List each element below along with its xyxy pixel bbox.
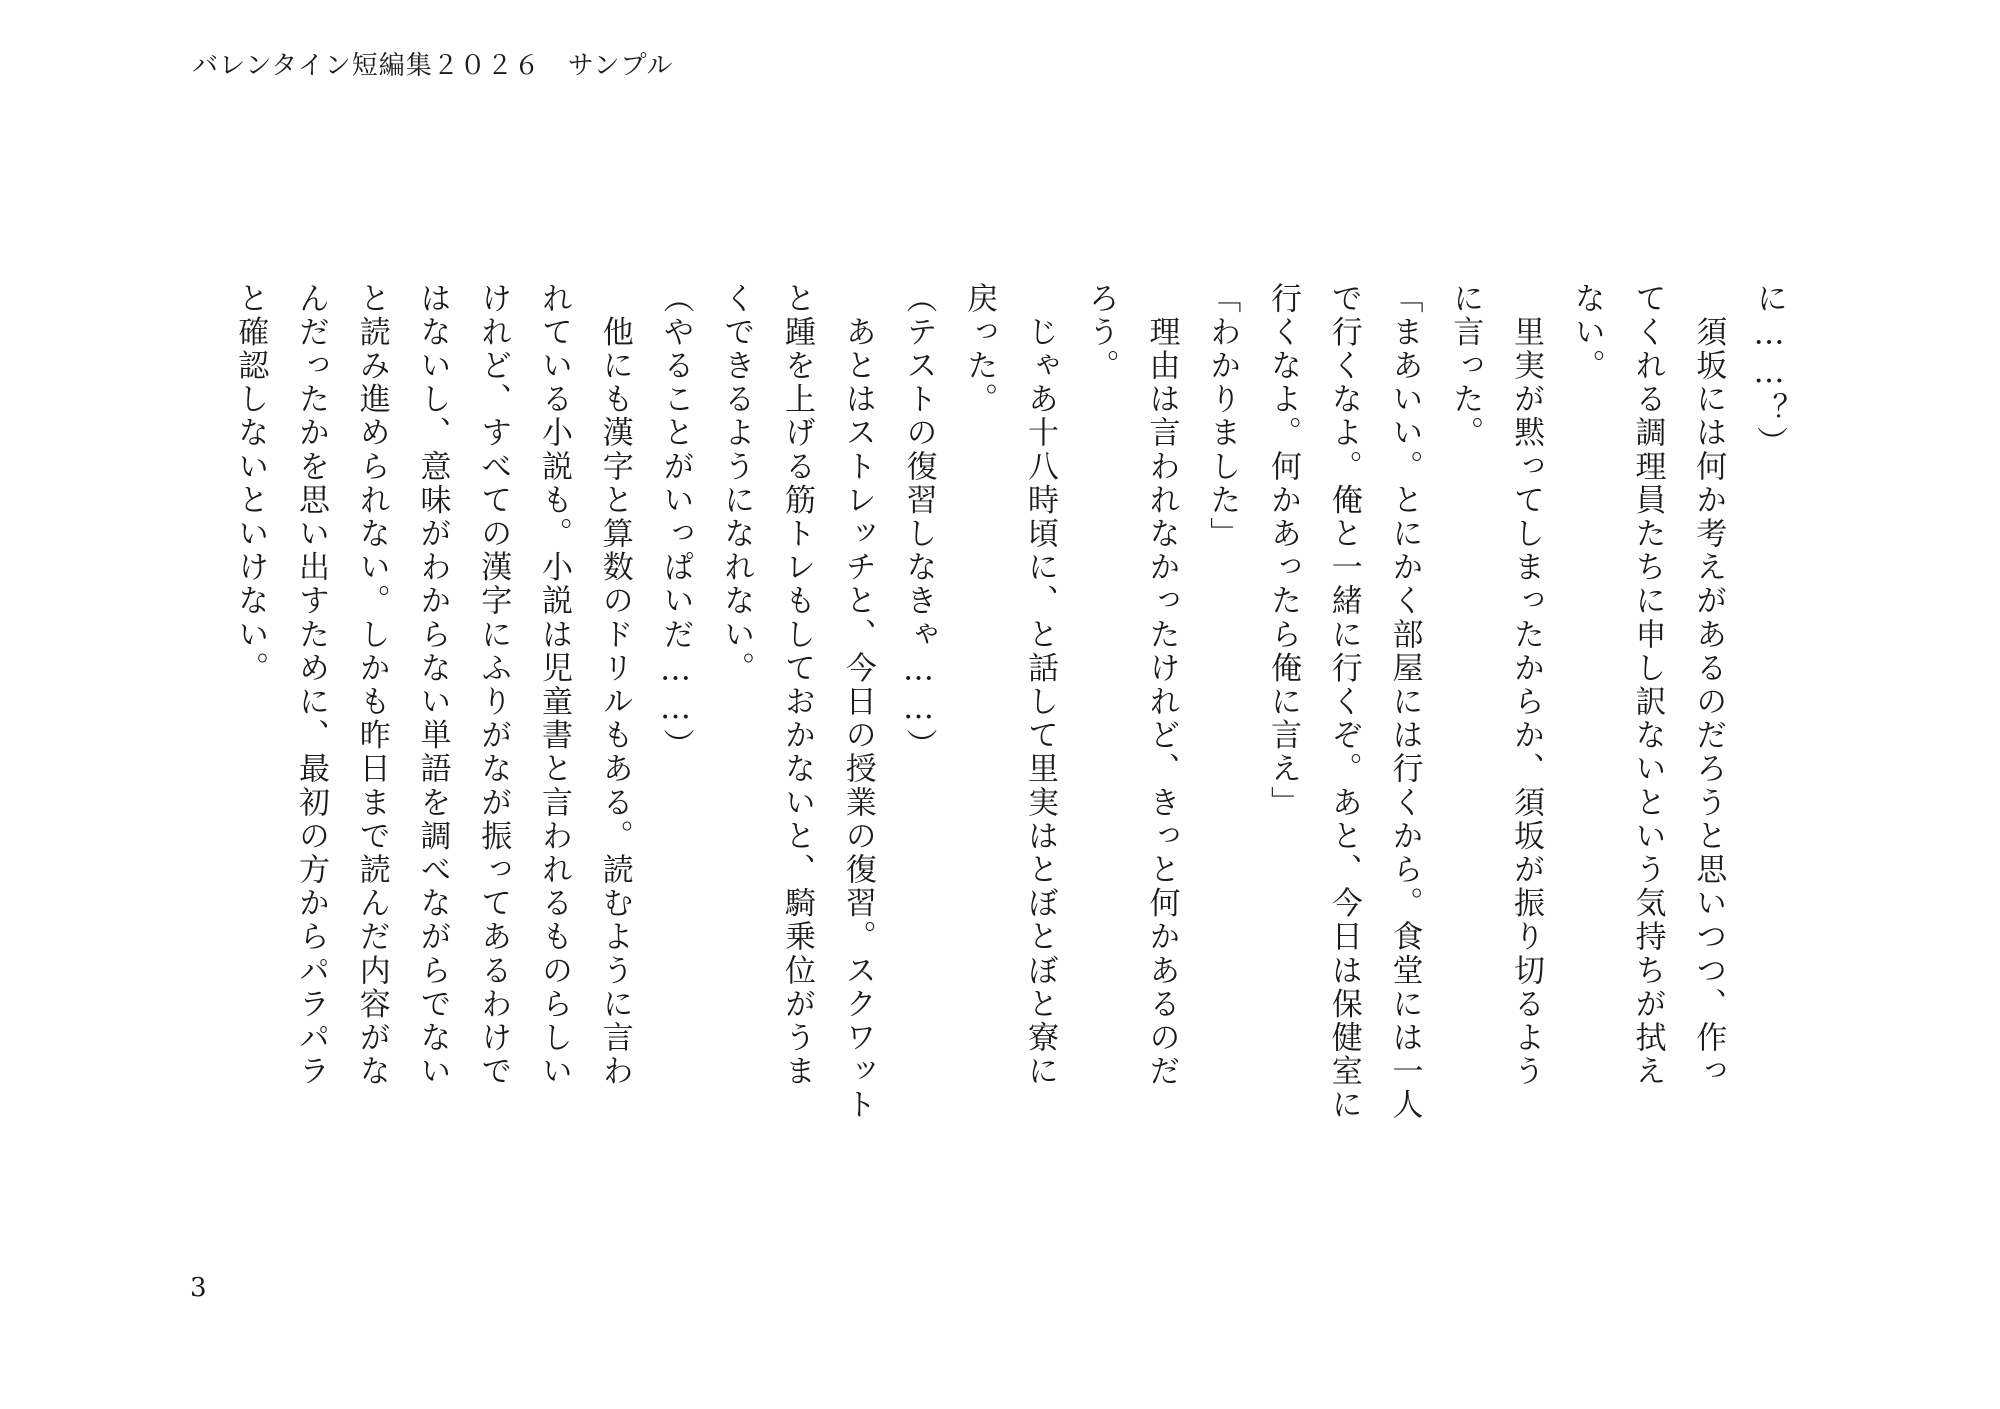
page-number: 3 [190,1273,207,1303]
text-line: と踵を上げる筋トレもしておかないと、騎乗位がうま [779,282,815,1089]
text-line: に……？） [1751,282,1787,460]
text-line: （テストの復習しなきゃ……） [900,282,937,763]
text-line: ない。 [1568,282,1605,383]
text-line: んだったかを思い出すために、最初の方からパラパラ [293,282,329,1089]
text-line: 「まあいい。とにかく部屋には行くから。食堂には一人 [1386,282,1423,1122]
text-line: けれど、すべての漢字にふりがなが振ってあるわけで [475,282,512,1089]
text-line: くできるようになれない。 [718,282,755,686]
running-header: バレンタイン短編集２０２６ サンプル [192,51,674,81]
text-line: ろう。 [1082,282,1119,383]
text-line: れている小説も。小説は児童書と言われるものらしい [536,282,572,1089]
text-line: に言った。 [1447,282,1484,450]
text-line: 「わかりました」 [1204,282,1241,551]
text-line: じゃあ十八時頃に、と話して里実はとぼとぼと寮に [1022,282,1058,1089]
text-line: と確認しないといけない。 [232,282,269,686]
text-line: 理由は言われなかったけれど、きっと何かあるのだ [1143,282,1180,1089]
vertical-text-body [225,282,1795,1182]
text-line: 里実が黙ってしまったからか、須坂が振り切るよう [1508,282,1544,1089]
text-line: （やることがいっぱいだ……） [657,282,694,763]
text-line: あとはストレッチと、今日の授業の復習。スクワット [839,282,876,1122]
text-line: と読み進められない。しかも昨日まで読んだ内容がな [353,282,390,1089]
text-line: 行くなよ。何かあったら俺に言え」 [1265,282,1301,820]
text-line: 須坂には何か考えがあるのだろうと思いつつ、作っ [1690,282,1727,1089]
text-line: てくれる調理員たちに申し訳ないという気持ちが拭え [1629,282,1666,1089]
text-line: 戻った。 [961,282,998,417]
text-line: はないし、意味がわからない単語を調べながらでない [414,282,451,1089]
text-line: 他にも漢字と算数のドリルもある。読むように言わ [596,282,633,1089]
text-line: で行くなよ。俺と一緒に行くぞ。あと、今日は保健室に [1325,282,1362,1122]
